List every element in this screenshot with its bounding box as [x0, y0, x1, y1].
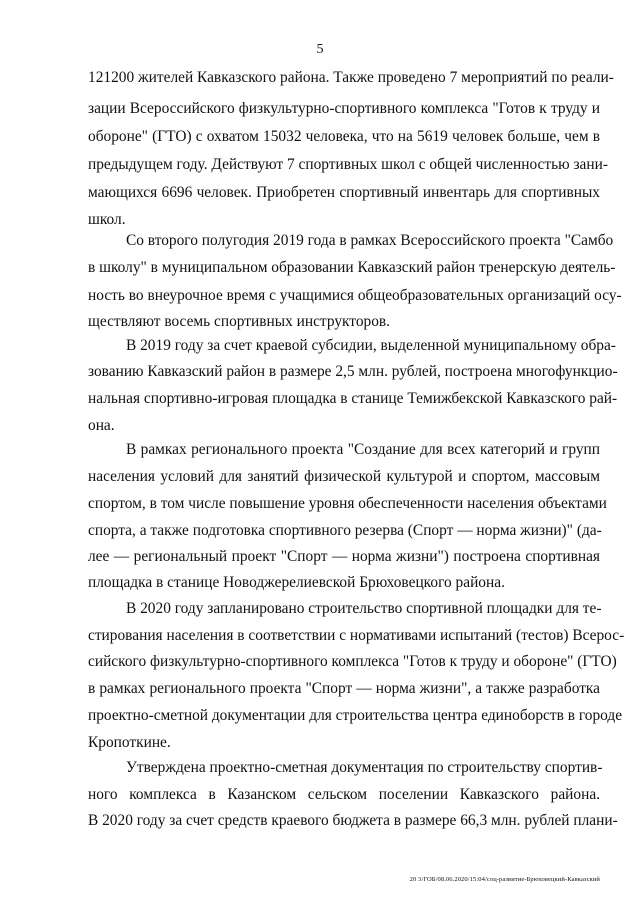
text-line: В 2020 году запланировано строительство спортивной площадки для те-: [126, 600, 602, 617]
text-line: В рамках регионального проекта "Создание для всех категорий и групп: [126, 441, 600, 458]
text-line: проектно-сметной документации для строительства центра единоборств в городе: [88, 707, 623, 724]
text-line: стирования населения в соответствии с нормативами испытаний (тестов) Всерос-: [88, 627, 625, 644]
text-line: населения условий для занятий физической культурой и спортом, массовым: [88, 468, 600, 485]
text-line: ществляют восемь спортивных инструкторов.: [88, 313, 391, 330]
text-line: 121200 жителей Кавказского района. Также проведено 7 мероприятий по реали-: [88, 69, 614, 86]
text-line: нальная спортивно-игровая площадка в станице Темижбекской Кавказского рай-: [88, 390, 618, 407]
text-line: предыдущем году. Действуют 7 спортивных школ с общей численностью зани-: [88, 156, 608, 173]
text-line: Кропоткине.: [88, 734, 171, 751]
text-line: мающихся 6696 человек. Приобретен спортивный инвентарь для спортивных: [88, 184, 600, 201]
text-line: Утверждена проектно-сметная документация по строительству спортив-: [126, 759, 603, 776]
text-line: школ.: [88, 211, 126, 228]
text-line: сийского физкультурно-спортивного комплекса "Готов к труду и обороне" (ГТО): [88, 653, 617, 670]
text-line: обороне" (ГТО) с охватом 15032 человека, что на 5619 человек больше, чем в: [88, 128, 600, 145]
text-line: ного комплекса в Казанском сельском поселении Кавказского района.: [88, 786, 600, 803]
text-line: В 2020 году за счет средств краевого бюджета в размере 66,3 млн. рублей плани-: [88, 812, 618, 829]
text-line: спорта, а также подготовка спортивного резерва (Спорт — норма жизни)" (да-: [88, 522, 602, 539]
text-line: Со второго полугодия 2019 года в рамках Всероссийского проекта "Самбо: [126, 232, 614, 249]
text-line: спортом, в том числе повышение уровня обеспеченности населения объектами: [88, 495, 607, 512]
document-footer-code: 20 3/ГОБ/08.06.2020/15:04/соц-развитие-Брюховецкий-Кавказский: [409, 876, 600, 883]
page-number: 5: [316, 42, 324, 57]
text-line: площадка в станице Новоджерелиевской Брюховецкого района.: [88, 574, 505, 591]
text-line: зованию Кавказский район в размере 2,5 млн. рублей, построена многофункцио-: [88, 363, 618, 380]
text-line: лее — региональный проект "Спорт — норма жизни") построена спортивная: [88, 548, 600, 565]
text-line: она.: [88, 417, 115, 434]
text-line: зации Всероссийского физкультурно-спортивного комплекса "Готов к труду и: [88, 100, 600, 117]
text-line: ность во внеурочное время с учащимися общеобразовательных организаций осу-: [88, 287, 622, 304]
text-line: В 2019 году за счет краевой субсидии, выделенной муниципальному обра-: [126, 337, 616, 354]
text-line: в рамках регионального проекта "Спорт — норма жизни", а также разработка: [88, 680, 600, 697]
text-line: в школу" в муниципальном образовании Кавказский район тренерскую деятель-: [88, 259, 616, 276]
